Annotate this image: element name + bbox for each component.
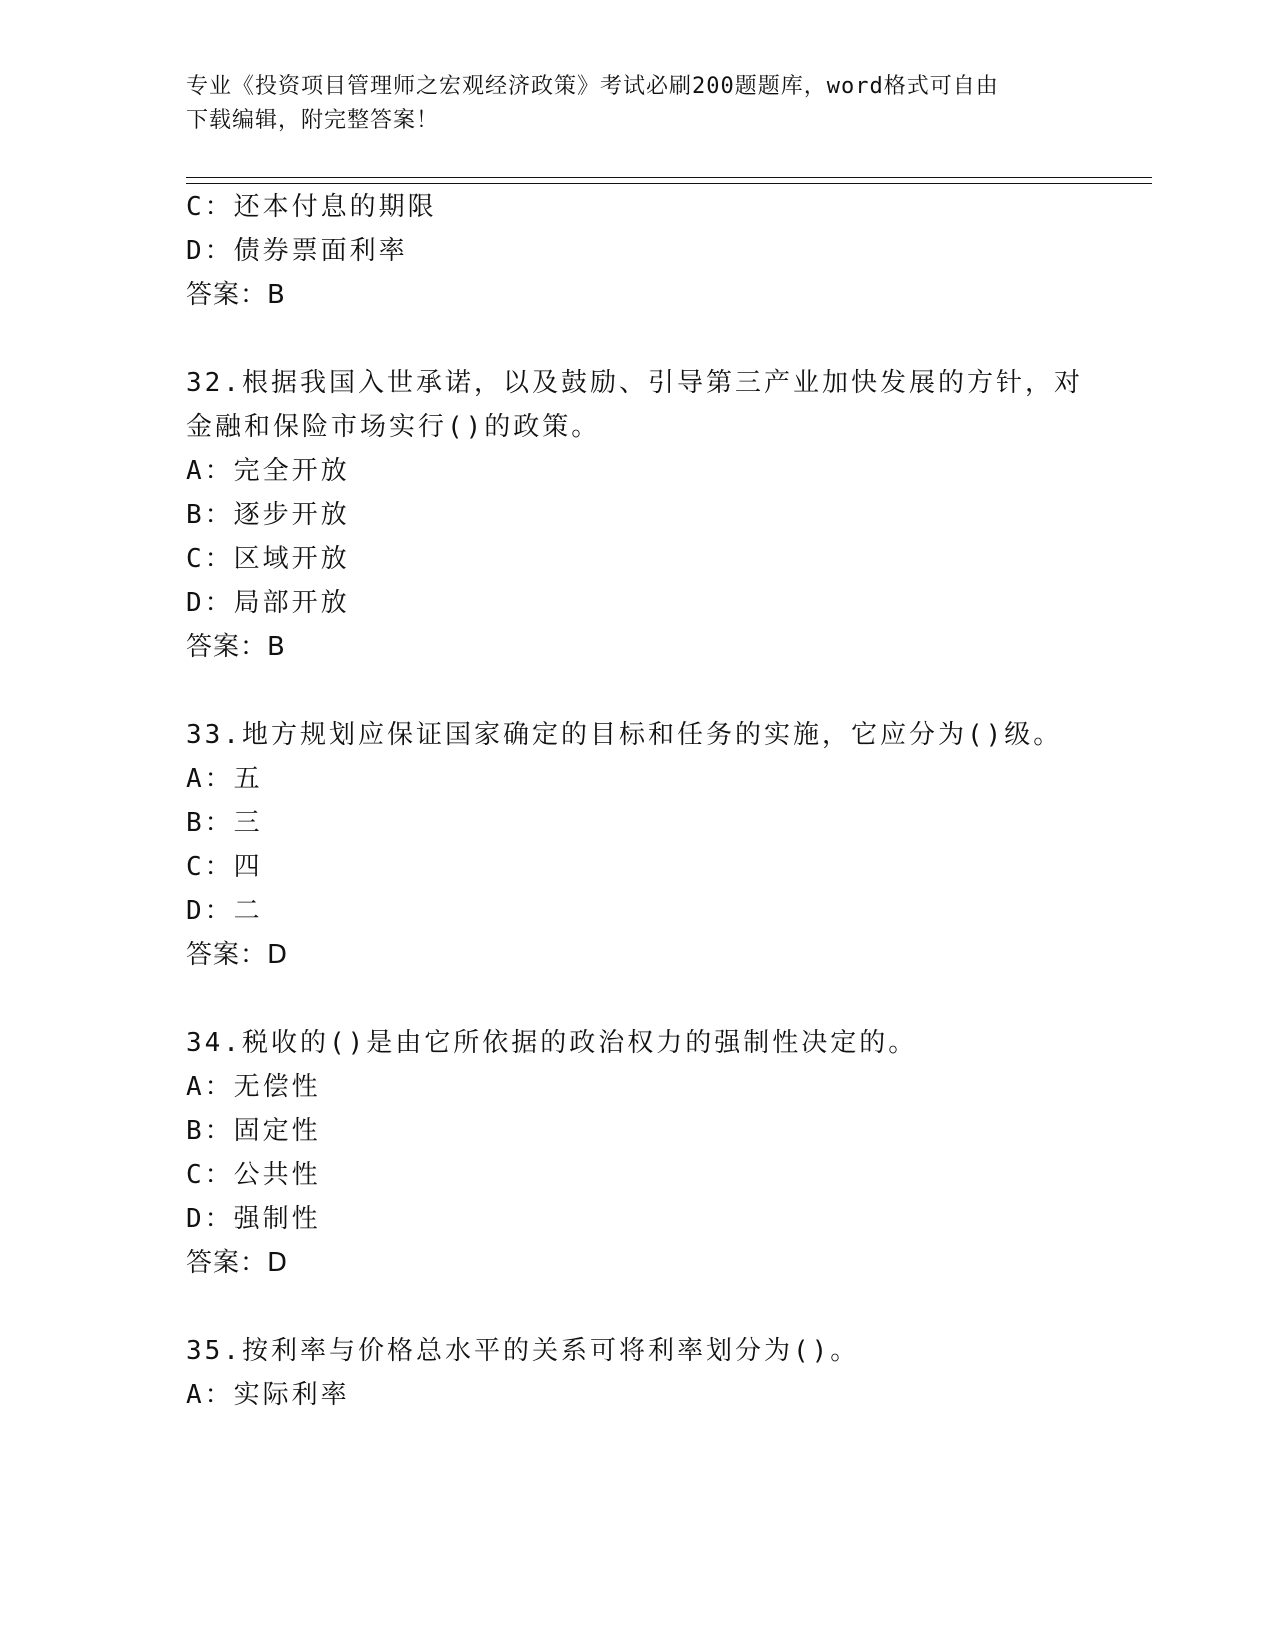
header-divider-top (186, 177, 1152, 178)
question-34-option-b: B：固定性 (186, 1116, 321, 1146)
question-33-stem: 33.地方规划应保证国家确定的目标和任务的实施，它应分为()级。 (186, 720, 1063, 750)
question-32-option-b: B：逐步开放 (186, 500, 350, 530)
question-34-option-d: D：强制性 (186, 1204, 321, 1234)
question-34-option-c: C：公共性 (186, 1160, 321, 1190)
question-33-option-a: A：五 (186, 764, 263, 794)
option-c: C：还本付息的期限 (186, 192, 437, 222)
question-35-option-a: A：实际利率 (186, 1380, 350, 1410)
header-line-1: 专业《投资项目管理师之宏观经济政策》考试必刷200题题库，word格式可自由 (186, 74, 999, 99)
question-32-answer: 答案：B (186, 632, 286, 662)
question-35-stem: 35.按利率与价格总水平的关系可将利率划分为()。 (186, 1336, 860, 1366)
question-33-option-d: D：二 (186, 896, 263, 926)
question-34-option-a: A：无偿性 (186, 1072, 321, 1102)
document-header (186, 70, 1066, 138)
question-33-answer: 答案：D (186, 940, 289, 970)
question-34-stem: 34.税收的()是由它所依据的政治权力的强制性决定的。 (186, 1028, 918, 1058)
header-divider-bottom (186, 183, 1152, 184)
option-d: D：债券票面利率 (186, 236, 408, 266)
question-32-option-c: C：区域开放 (186, 544, 350, 574)
question-33-option-c: C：四 (186, 852, 263, 882)
question-32-option-d: D：局部开放 (186, 588, 350, 618)
question-33-option-b: B：三 (186, 808, 263, 838)
header-line-2: 下载编辑，附完整答案！ (186, 108, 440, 133)
question-32-stem-line-1: 32.根据我国入世承诺，以及鼓励、引导第三产业加快发展的方针，对 (186, 368, 1083, 398)
question-32-option-a: A：完全开放 (186, 456, 350, 486)
question-34-answer: 答案：D (186, 1248, 289, 1278)
question-32-stem-line-2: 金融和保险市场实行()的政策。 (186, 412, 601, 442)
answer: 答案：B (186, 280, 286, 310)
